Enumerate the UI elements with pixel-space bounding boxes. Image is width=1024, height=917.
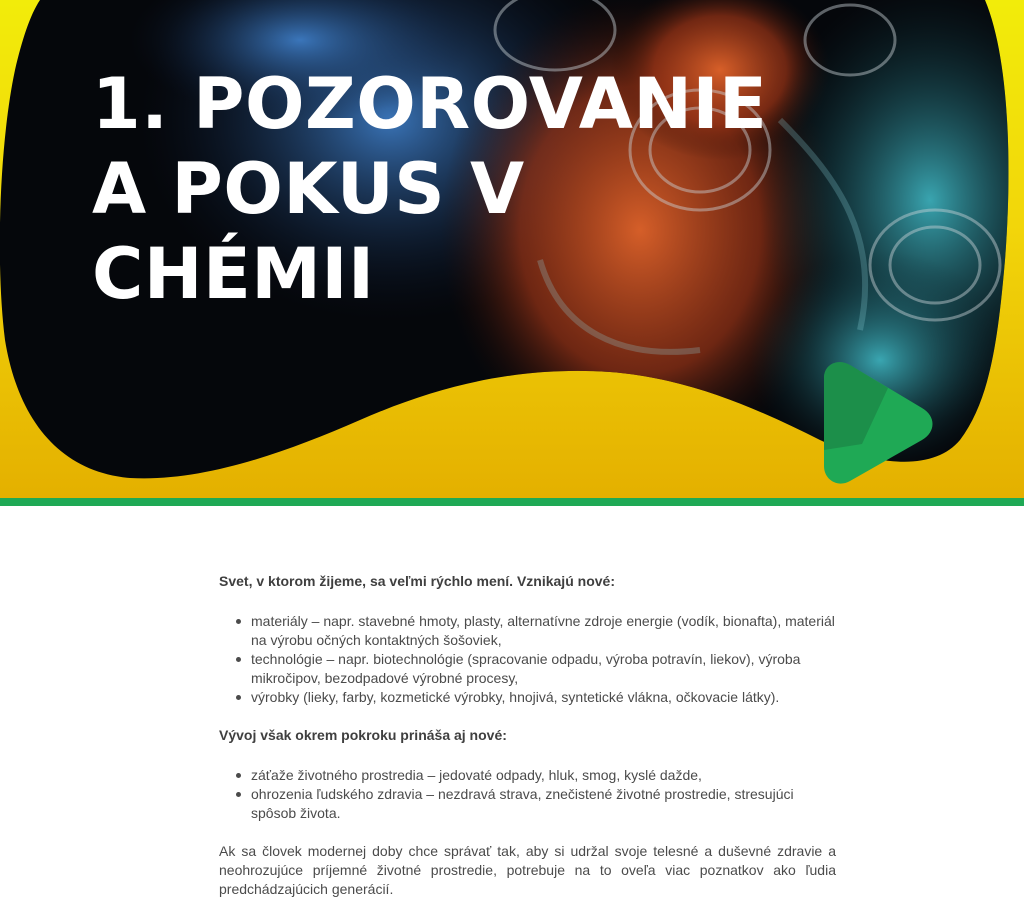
list-item: výrobky (lieky, farby, kozmetické výrobky, hnojivá, syntetické vlákna, očkovacie látky).: [219, 688, 836, 707]
list-item: technológie – napr. biotechnológie (spracovanie odpadu, výroba potravín, liekov), výroba mikročipov, bezodpadové výrobné procesy,: [219, 650, 836, 688]
list-item: ohrozenia ľudského zdravia – nezdravá strava, znečistené životné prostredie, stresujúci spôsob života.: [219, 785, 836, 823]
list-item: záťaže životného prostredia – jedovaté odpady, hluk, smog, kyslé dažde,: [219, 766, 836, 785]
innovations-list: [219, 612, 836, 707]
title-line-1: 1. POZOROVANIE: [92, 63, 768, 145]
title-line-2: A POKUS V: [92, 148, 525, 230]
page-title: [92, 62, 792, 317]
accent-divider: [0, 498, 1024, 506]
play-icon[interactable]: [818, 360, 936, 484]
list-item: materiály – napr. stavebné hmoty, plasty, alternatívne zdroje energie (vodík, bionafta), materiál na výrobu očných kontaktných šošoviek,: [219, 612, 836, 650]
intro-text: Svet, v ktorom žijeme, sa veľmi rýchlo mení. Vznikajú nové:: [219, 573, 615, 589]
risks-list: [219, 766, 836, 823]
closing-paragraph: Ak sa človek modernej doby chce správať tak, aby si udržal svoje telesné a duševné zdravie a neohrozujúce príjemné životné prostredie, potrebuje na to oveľa viac poznatkov ako ľudia predchádzajúcich generácií.: [219, 843, 836, 897]
title-line-3: CHÉMII: [92, 233, 375, 315]
subheading: Vývoj však okrem pokroku prináša aj nové:: [219, 727, 507, 743]
article-body: [219, 572, 836, 899]
